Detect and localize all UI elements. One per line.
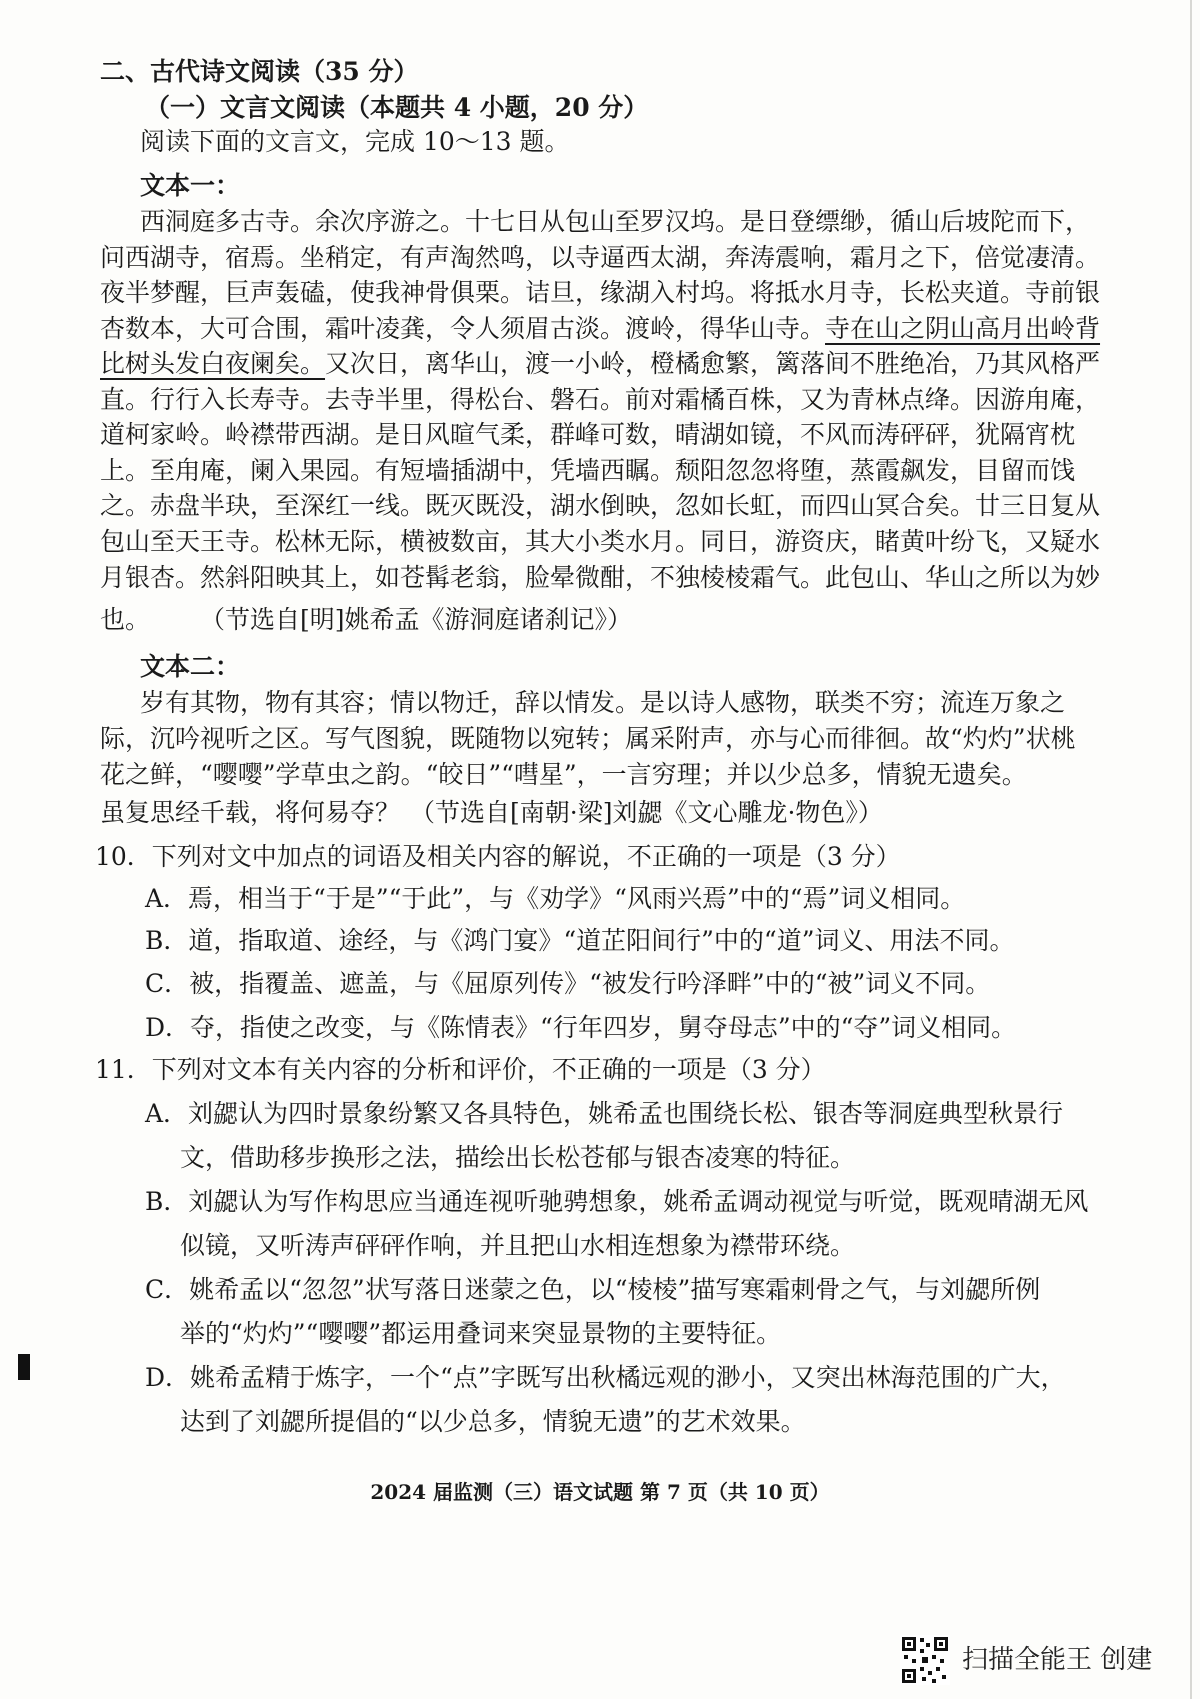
text1-line: 西洞庭多古寺。余次序游之。十七日从包山至罗汉坞。是日登缥缈，循山后坡陀而下， bbox=[140, 207, 1091, 236]
q11-option-b-cont: 似镜，又听涛声砰砰作响，并且把山水相连想象为襟带环绕。 bbox=[180, 1231, 856, 1260]
text1-line: 上。至甪庵，阑入果园。有短墙插湖中，凭墙西瞩。颓阳忽忽将堕，蒸霞飙发，目留而饯 bbox=[100, 456, 1076, 485]
watermark-text: 扫描全能王 创建 bbox=[962, 1645, 1153, 1675]
q11-option-c: C．姚希孟以“忽忽”状写落日迷蒙之色，以“棱棱”描写寒霜刺骨之气，与刘勰所例 bbox=[145, 1275, 1041, 1304]
scan-edge bbox=[1190, 0, 1192, 1699]
text1-line: 之。赤盘半玦，至深红一线。既灭既没，湖水倒映，忽如长虹，而四山冥合矣。廿三日复从 bbox=[100, 491, 1101, 520]
text2-line: 岁有其物，物有其容；情以物迁，辞以情发。是以诗人感物，联类不穷；流连万象之 bbox=[140, 688, 1066, 717]
text1-line bbox=[100, 347, 1100, 381]
q10-option-a: A．焉，相当于“于是”“于此”，与《劝学》“风雨兴焉”中的“焉”词义相同。 bbox=[145, 884, 966, 913]
q11-stem: 11．下列对文本有关内容的分析和评价，不正确的一项是（3 分） bbox=[95, 1055, 826, 1084]
text2-source: （节选自[南朝·梁]刘勰《文心雕龙·物色》） bbox=[410, 798, 883, 827]
scanner-watermark bbox=[900, 1635, 1180, 1685]
scan-mark bbox=[18, 1354, 30, 1380]
text2-label: 文本二： bbox=[140, 652, 241, 681]
section-subtitle: （一）文言文阅读（本题共 4 小题，20 分） bbox=[145, 93, 649, 122]
text1-line bbox=[100, 312, 1100, 346]
text1-label: 文本一： bbox=[140, 171, 241, 200]
q11-option-a: A．刘勰认为四时景象纷繁又各具特色，姚希孟也围绕长松、银杏等洞庭典型秋景行 bbox=[145, 1099, 1064, 1128]
q10-option-c: C．被，指覆盖、遮盖，与《屈原列传》“被发行吟泽畔”中的“被”词义不同。 bbox=[145, 969, 991, 998]
text2-line: 际，沉吟视听之区。写气图貌，既随物以宛转；属采附声，亦与心而徘徊。故“灼灼”状桃 bbox=[100, 724, 1076, 753]
text1-line: 道柯家岭。岭襟带西湖。是日风暄气柔，群峰可数，晴湖如镜，不风而涛砰砰，犹隔宵枕 bbox=[100, 420, 1076, 449]
q10-stem: 10．下列对文中加点的词语及相关内容的解说，不正确的一项是（3 分） bbox=[95, 842, 901, 871]
text1-line: 问西湖寺，宿焉。坐稍定，有声淘然鸣，以寺逼西太湖，奔涛震响，霜月之下，倍觉凄清。 bbox=[100, 243, 1101, 272]
text1-line-b: 又次日，离华山，渡一小岭，橙橘愈繁，篱落间不胜绝冶，乃其风格严 bbox=[325, 349, 1101, 378]
q11-option-c-cont: 举的“灼灼”“嘤嘤”都运用叠词来突显景物的主要特征。 bbox=[180, 1319, 782, 1348]
text1-line-a: 杏数本，大可合围，霜叶凌龚，令人须眉古淡。渡岭，得华山寺。 bbox=[100, 314, 826, 343]
instruction: 阅读下面的文言文，完成 10～13 题。 bbox=[140, 127, 570, 156]
q11-option-d: D．姚希孟精于炼字，一个“点”字既写出秋橘远观的渺小，又突出林海范围的广大， bbox=[145, 1363, 1066, 1392]
text1-line: 直。行行入长寿寺。去寺半里，得松台、磐石。前对霜橘百株，又为青林点绛。因游甪庵， bbox=[100, 385, 1101, 414]
q10-option-b: B．道，指取道、途经，与《鸿门宴》“道芷阳间行”中的“道”词义、用法不同。 bbox=[145, 926, 1015, 955]
underlined-sentence: 寺在山之阴山高月出岭背 bbox=[825, 314, 1101, 343]
text1-line: 也。 bbox=[100, 605, 151, 634]
text2-line: 虽复思经千载，将何易夺？ bbox=[100, 798, 401, 827]
q10-option-d: D．夺，指使之改变，与《陈情表》“行年四岁，舅夺母志”中的“夺”词义相同。 bbox=[145, 1013, 1017, 1042]
underlined-sentence-end: 比树头发白夜阑矣。 bbox=[100, 349, 326, 378]
page-footer: 2024 届监测（三）语文试题 第 7 页（共 10 页） bbox=[370, 1480, 830, 1504]
text1-line: 包山至天王寺。松林无际，横被数亩，其大小类水月。同日，游资庆，睹黄叶纷飞，又疑水 bbox=[100, 527, 1101, 556]
q11-option-a-cont: 文，借助移步换形之法，描绘出长松苍郁与银杏凌寒的特征。 bbox=[180, 1143, 856, 1172]
text1-source: （节选自[明]姚希孟《游洞庭诸刹记》） bbox=[200, 605, 633, 634]
qr-code-icon bbox=[900, 1635, 950, 1685]
section-title: 二、古代诗文阅读（35 分） bbox=[100, 57, 419, 86]
q11-option-b: B．刘勰认为写作构思应当通连视听驰骋想象，姚希孟调动视觉与听觉，既观晴湖无风 bbox=[145, 1187, 1089, 1216]
text2-line: 花之鲜，“嘤嘤”学草虫之韵。“皎日”“嘒星”，一言穷理；并以少总多，情貌无遗矣。 bbox=[100, 760, 1027, 789]
text1-line: 月银杏。然斜阳映其上，如苍髯老翁，脸晕微酣，不独棱棱霜气。此包山、华山之所以为妙 bbox=[100, 563, 1101, 592]
q11-option-d-cont: 达到了刘勰所提倡的“以少总多，情貌无遗”的艺术效果。 bbox=[180, 1407, 806, 1436]
text1-line: 夜半梦醒，巨声轰磕，使我神骨俱栗。诘旦，缘湖入村坞。将抵水月寺，长松夹道。寺前银 bbox=[100, 278, 1101, 307]
